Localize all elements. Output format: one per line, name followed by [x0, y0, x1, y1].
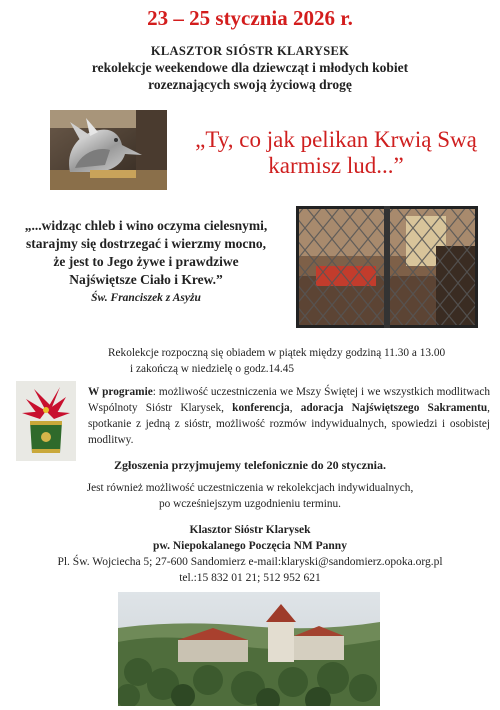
francis-quote-line-2: starajmy się dostrzegać i wierzmy mocno,: [26, 236, 266, 251]
contact-address: Pl. Św. Wojciecha 5; 27-600 Sandomierz e-mail:klaryski@sandomierz.opoka.org.pl: [57, 556, 443, 568]
poinsettia-photo: [16, 381, 76, 461]
convent-grille-photo: [296, 206, 478, 328]
francis-quote-line-3: że jest to Jego żywe i prawdziwe: [53, 254, 239, 269]
subtitle-line-2: rozeznających swoją życiową drogę: [148, 77, 352, 92]
program-adoration: adoracja Najświętszego Sakramentu: [300, 402, 488, 414]
convent-aerial-photo: [118, 592, 380, 706]
start-info: [108, 345, 498, 377]
event-date: 23 – 25 stycznia 2026 r.: [147, 6, 353, 30]
main-quote-line-2: karmisz lud...”: [268, 153, 404, 178]
program-text-2: ,: [289, 402, 301, 414]
contact-block: [0, 522, 500, 586]
program-text-1: : możliwość uczestniczenia we Mszy Świętej i we wszystkich modlitwach Wspólnoty Sióstr Klarysek,: [88, 386, 490, 414]
registration-deadline: Zgłoszenia przyjmujemy telefonicznie do 20 stycznia.: [114, 458, 386, 472]
main-quote-line-1: „Ty, co jak pelikan Krwią Swą: [195, 127, 477, 152]
contact-patron: pw. Niepokalanego Poczęcia NM Panny: [153, 540, 347, 552]
francis-quote-line-4: Najświętsze Ciało i Krew.”: [69, 272, 223, 287]
quote-attribution: Św. Franciszek z Asyżu: [91, 292, 201, 304]
start-info-line-1: Rekolekcje rozpoczną się obiadem w piątek między godziną 11.30 a 13.00: [108, 347, 446, 359]
pelican-sculpture-photo: [50, 110, 167, 190]
individual-line-2: po wcześniejszym uzgodnieniu terminu.: [159, 498, 341, 510]
francis-quote: [0, 217, 292, 289]
individual-line-1: Jest również możliwość uczestniczenia w rekolekcjach indywidualnych,: [86, 482, 414, 494]
francis-quote-line-1: „...widząc chleb i wino oczyma cielesnymi,: [24, 218, 268, 233]
individual-retreats: [0, 480, 500, 512]
program-label: W programie: [88, 386, 153, 398]
organizer-title: KLASZTOR SIÓSTR KLARYSEK: [150, 44, 350, 58]
program-description: [88, 384, 490, 448]
contact-name: Klasztor Sióstr Klarysek: [189, 524, 311, 536]
subtitle-line-1: rekolekcje weekendowe dla dziewcząt i młodych kobiet: [91, 60, 409, 75]
contact-phone: tel.:15 832 01 21; 512 952 621: [179, 572, 321, 584]
program-text-3: , spotkanie z jedną z sióstr, możliwość rozmów indywidualnych, spowiedzi i osobistej modlitwy.: [88, 402, 490, 446]
start-info-line-2: i zakończą w niedzielę o godz.14.45: [130, 363, 295, 375]
main-quote: [178, 127, 494, 179]
program-conference: konferencja: [232, 402, 290, 414]
